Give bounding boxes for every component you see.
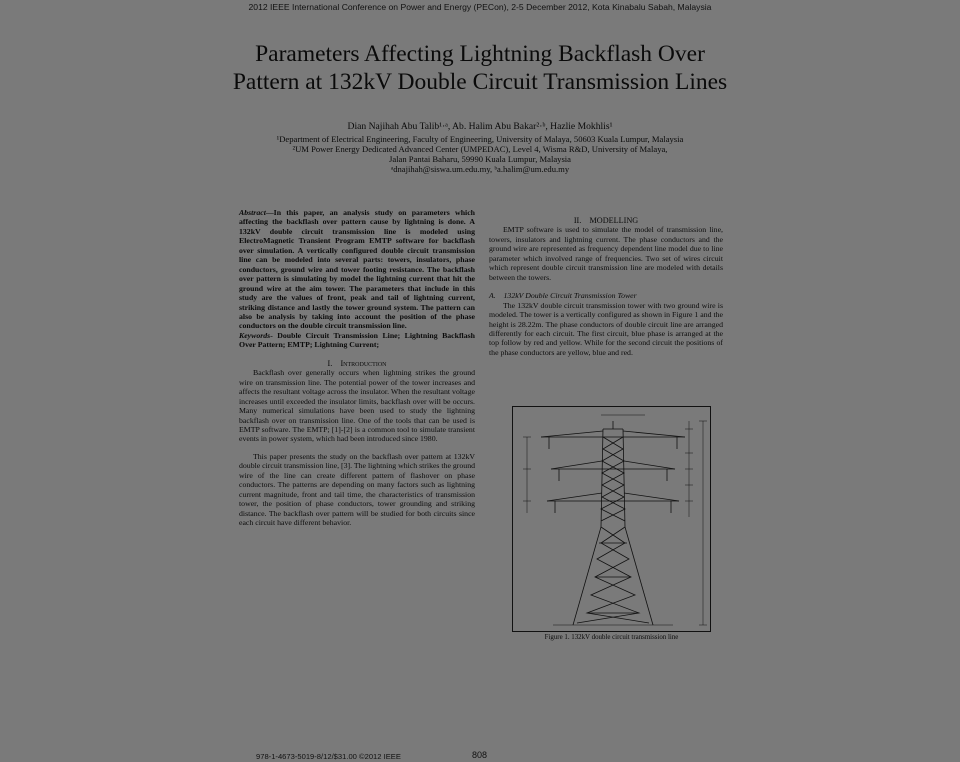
modelling-paragraph-2: The 132kV double circuit transmission tower with two ground wire is modeled. The tower is a vertically configured as shown in Figure 1 and the height is 28.22m. The phase conductors of double circuit line are arranged differently for each circuit. The first circuit, blue phase is arranged at the top follow by red and yellow. While for the second circuit the positions of the phase conductors are yellow, blue and red.: [489, 300, 723, 357]
section-numeral: I.: [327, 358, 333, 368]
title-line-2: Pattern at 132kV Double Circuit Transmission Lines: [232, 69, 728, 95]
page-number: 808: [472, 750, 488, 760]
conference-header: 2012 IEEE International Conference on Power and Energy (PECon), 2-5 December 2012, Kota Kinabalu Sabah, Malaysia: [248, 2, 712, 12]
abstract: [239, 208, 475, 331]
isbn-footer: 978-1-4673-5019-8/12/$31.00 ©2012 IEEE: [256, 752, 401, 761]
tower-drawing: [513, 407, 712, 633]
intro-paragraph-1: Backflash over generally occurs when lightning strikes the ground wire on transmission line. The potential power of the tower increases and affects the resultant voltage across the insulator. When the resultant voltage increases until exceeded the insulator limits, backflash over will be occurs. Many numerical simulations have been used to study the lightning backflash over on transmission line. One of the tools that can be used is EMTP software. The EMTP; [1]-[2] is a common tool to simulate transient events in power system, which had been introduced since 1980.: [239, 368, 475, 444]
section-title: Introduction: [340, 358, 387, 368]
subsection-heading: [489, 291, 723, 300]
right-column: [489, 216, 723, 357]
modelling-paragraph-1: EMTP software is used to simulate the model of transmission line, towers, insulators and lightning current. The phase conductors and the ground wire are represented as frequency dependent line model due to line parameter which involved range of frequencies. Two set of wires circuit which represent double circuit transmission line are modeled with details between the towers.: [489, 225, 723, 282]
subsection-title: 132kV Double Circuit Transmission Tower: [503, 291, 637, 301]
author-block: [260, 122, 700, 174]
paper-title: [180, 40, 780, 96]
affiliation-3: Jalan Pantai Baharu, 59990 Kuala Lumpur, Malaysia: [389, 154, 571, 164]
section-heading-introduction: [239, 359, 475, 368]
subsection-letter: A.: [489, 291, 496, 301]
section-title: MODELLING: [589, 216, 639, 225]
keywords-label: Keywords-: [239, 330, 273, 340]
section-numeral: II.: [573, 216, 582, 225]
section-heading-modelling: [489, 216, 723, 225]
figure-caption: Figure 1. 132kV double circuit transmission line: [544, 634, 679, 641]
author-names: Dian Najihah Abu Talib¹·ᵃ, Ab. Halim Abu Bakar²·ᵇ, Hazlie Mokhlis¹: [347, 121, 613, 132]
figure-tower: [512, 406, 711, 632]
abstract-label: Abstract: [239, 208, 266, 217]
affiliation-2: ²UM Power Energy Dedicated Advanced Center (UMPEDAC), Level 4, Wisma R&D, University of Malaya,: [292, 144, 668, 154]
affiliation-1: ¹Department of Electrical Engineering, Faculty of Engineering, University of Malaya, 50603 Kuala Lumpur, Malaysia: [276, 134, 684, 144]
keywords: [239, 331, 475, 350]
intro-paragraph-2: This paper presents the study on the backflash over pattern at 132kV double circuit transmission line, [3]. The lightning which strikes the ground wire of the line can create different pattern of flashover on phase conductors. The patterns are depending on many factors such as lightning current magnitude, front and tail time, the characteristics of transmission tower, the position of phase conductors, tower grounding and striking distance. The backflash over pattern will be studied for both circuits since each circuit have different behavior.: [239, 451, 475, 528]
author-emails: ᵃdnajihah@siswa.um.edu.my, ᵇa.halim@um.edu.my: [390, 164, 570, 174]
abstract-text: —In this paper, an analysis study on parameters which affecting the backflash over pattern cause by lightning is done. A 132kV double circuit transmission line is modeled using ElectroMagnetic Transient Program EMTP software for backflash over simulation. A vertically configured double circuit transmission line can be modeled into several parts: towers, insulators, phase conductors, ground wire and tower footing resistance. The backflash over pattern is simulating by model the lightning current that hit the ground wire at the aim tower. The parameters that include in this study are the values of front, peak and tail of lightning current, striking distance and lastly the tower ground system. The pattern can also be analysis by taking into account the position of the phase conductors on the double circuit transmission line.: [239, 208, 475, 331]
left-column: [239, 208, 475, 528]
title-line-1: Parameters Affecting Lightning Backflash Over: [255, 41, 705, 67]
keywords-text: Double Circuit Transmission Line; Lightning Backflash Over Pattern; EMTP; Lightning Current;: [239, 330, 475, 350]
